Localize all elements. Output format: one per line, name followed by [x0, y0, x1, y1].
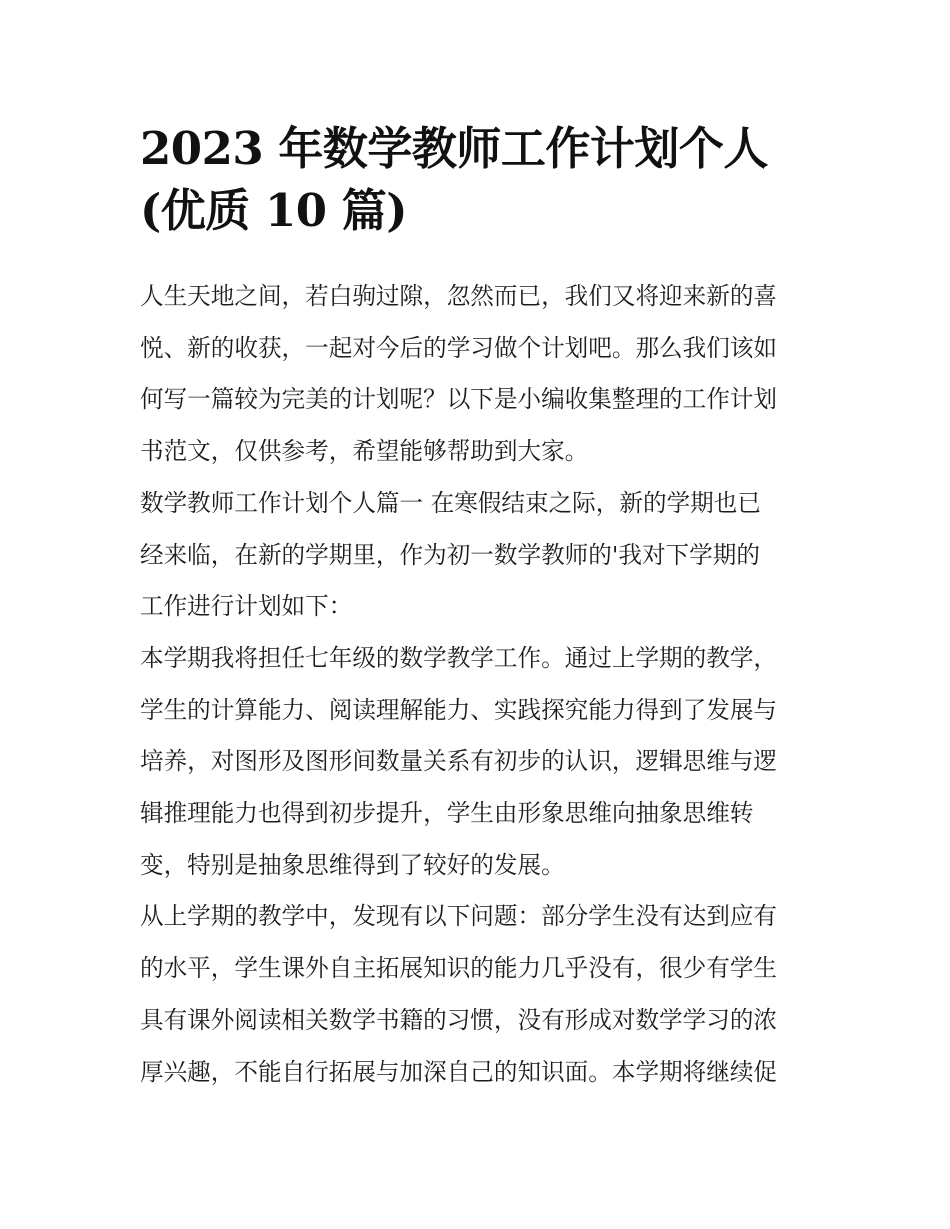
document-page: [140, 0, 812, 1098]
text-line: 何写一篇较为完美的计划呢？以下是小编收集整理的工作计划: [140, 385, 778, 414]
paragraph-semester-work: [140, 633, 812, 892]
text-line: 厚兴趣，不能自行拓展与加深自己的知识面。本学期将继续促: [140, 1057, 778, 1086]
document-title: [140, 118, 812, 242]
text-line: 从上学期的教学中，发现有以下问题：部分学生没有达到应有: [140, 902, 778, 931]
text-line: 经来临，在新的学期里，作为初一数学教师的'我对下学期的: [140, 540, 760, 569]
text-line: 学生的计算能力、阅读理解能力、实践探究能力得到了发展与: [140, 695, 778, 724]
text-line: 辑推理能力也得到初步提升，学生由形象思维向抽象思维转: [140, 799, 754, 828]
paragraph-intro: [140, 271, 812, 478]
text-line: 工作进行计划如下：: [140, 592, 353, 621]
text-line: 具有课外阅读相关数学书籍的习惯，没有形成对数学学习的浓: [140, 1005, 778, 1034]
text-line: 变，特别是抽象思维得到了较好的发展。: [140, 850, 565, 879]
text-line: 人生天地之间，若白驹过隙，忽然而已，我们又将迎来新的喜: [140, 282, 778, 310]
text-line: 悦、新的收获，一起对今后的学习做个计划吧。那么我们该如: [140, 333, 778, 362]
paragraph-problems: [140, 891, 812, 1098]
title-line: 2023 年数学教师工作计划个人: [140, 122, 768, 175]
text-line: 的水平，学生课外自主拓展知识的能力几乎没有，很少有学生: [140, 954, 778, 983]
text-line: 书范文，仅供参考，希望能够帮助到大家。: [140, 437, 589, 466]
text-line: 数学教师工作计划个人篇一 在寒假结束之际，新的学期也已: [140, 488, 761, 517]
text-line: 培养，对图形及图形间数量关系有初步的认识，逻辑思维与逻: [140, 747, 778, 776]
title-line: (优质 10 篇): [140, 184, 408, 237]
text-line: 本学期我将担任七年级的数学教学工作。通过上学期的教学，: [140, 643, 778, 672]
paragraph-section-one: [140, 478, 812, 633]
document-body: [140, 271, 812, 1098]
